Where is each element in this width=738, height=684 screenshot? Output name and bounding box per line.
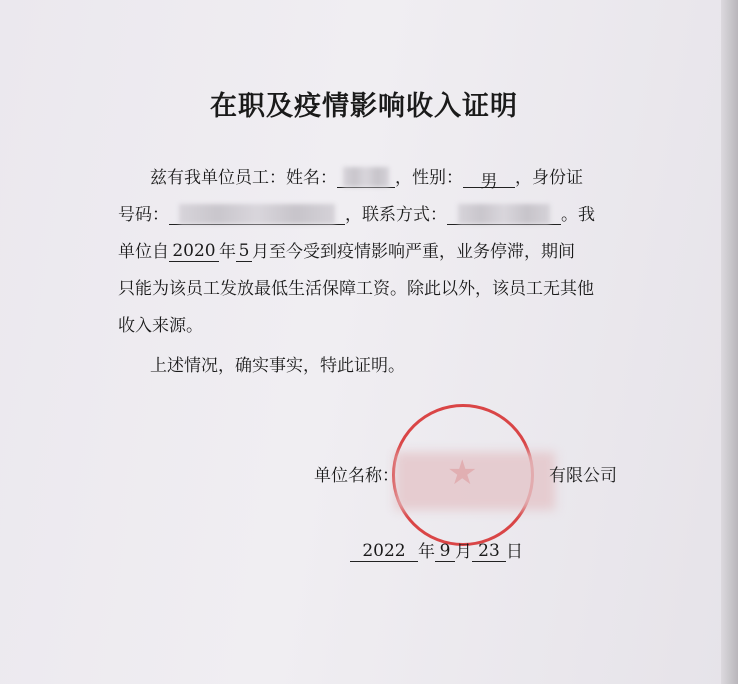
paragraph-line-4: 只能为该员工发放最低生活保障工资。除此以外，该员工无其他 [118,279,594,299]
date-year: 2022 [350,541,418,562]
redaction-blur [458,204,550,224]
date-month: 9 [435,541,455,562]
paragraph-2: 上述情况，确实事实，特此证明。 [150,356,405,376]
start-year-field: 2020 [169,241,219,262]
date-day: 23 [472,541,506,562]
text-line3-rest: 月至今受到疫情影响严重，业务停滞，期间 [252,242,575,262]
date-month-unit: 月 [455,542,472,562]
start-month-field: 5 [236,241,252,262]
text-line2-end: 。我 [561,205,595,225]
text-id-number-label: 号码： [118,205,169,225]
text-contact-label: ，联系方式： [345,205,447,225]
id-number-field-redacted [169,204,345,225]
text-gender-label: ，性别： [395,168,463,188]
name-field-redacted [337,167,395,188]
date-year-unit: 年 [418,542,435,562]
gender-field: 男 [463,167,515,188]
contact-field-redacted [447,204,561,225]
date-line [350,537,523,562]
paragraph-line-2 [118,200,595,225]
org-name-suffix: 有限公司 [549,466,617,486]
paragraph-line-3 [118,237,575,262]
document-title: 在职及疫情影响收入证明 [210,91,518,122]
text-since: 单位自 [118,242,169,262]
org-name-redacted [399,466,549,486]
redaction-blur [179,204,335,224]
text-name-label: 兹有我单位员工：姓名： [150,168,337,188]
organization-line [314,461,617,486]
paragraph-line-1 [150,163,583,192]
paragraph-line-5: 收入来源。 [118,316,203,336]
date-day-unit: 日 [506,542,523,562]
text-id-label: ，身份证 [515,168,583,188]
text-year: 年 [219,242,236,262]
org-name-label: 单位名称： [314,466,399,486]
redaction-blur [343,167,389,187]
